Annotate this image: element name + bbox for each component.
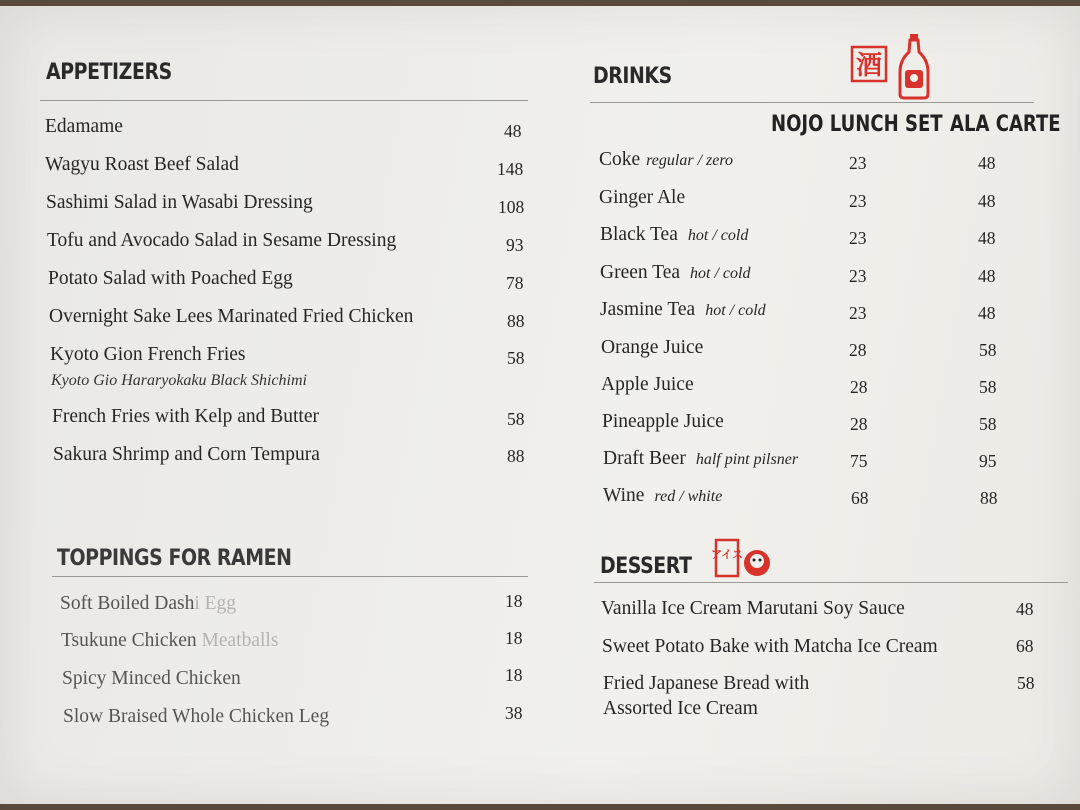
- drinks-divider: [590, 102, 1034, 103]
- appetizer-item-price: 88: [507, 311, 525, 331]
- drink-lunch-price: 75: [850, 451, 868, 471]
- drink-item: Wine red / white: [603, 485, 723, 506]
- appetizer-item-name: Wagyu Roast Beef Salad: [45, 154, 239, 175]
- appetizer-item-name: Tofu and Avocado Salad in Sesame Dressing: [47, 230, 397, 251]
- dessert-item-price: 58: [1017, 673, 1035, 693]
- drink-alacarte-price: 48: [978, 303, 996, 323]
- appetizer-item-price: 58: [507, 348, 525, 368]
- drink-lunch-price: 23: [849, 191, 867, 211]
- drink-alacarte-price: 58: [979, 377, 997, 397]
- drink-item: Black Tea hot / cold: [600, 224, 749, 245]
- dessert-heading: DESSERT: [600, 554, 692, 579]
- appetizer-item-price: 108: [498, 197, 525, 217]
- appetizer-item-name: Kyoto Gion French Fries: [50, 344, 246, 365]
- drink-item: Ginger Ale: [599, 187, 686, 208]
- drink-item: Orange Juice: [601, 337, 704, 358]
- appetizer-item-name: Sashimi Salad in Wasabi Dressing: [46, 192, 313, 213]
- toppings-divider: [52, 576, 528, 577]
- dessert-item-price: 48: [1016, 599, 1034, 619]
- drink-item: Draft Beer half pint pilsner: [603, 448, 799, 469]
- drink-alacarte-price: 48: [978, 153, 996, 173]
- topping-item-name: Soft Boiled Dashi Egg: [60, 593, 237, 614]
- appetizer-item-price: 93: [506, 235, 524, 255]
- menu-card: [0, 6, 1080, 804]
- drink-alacarte-price: 48: [978, 228, 996, 248]
- drink-alacarte-price: 48: [978, 191, 996, 211]
- drink-alacarte-price: 58: [979, 414, 997, 434]
- dessert-item-name: Sweet Potato Bake with Matcha Ice Cream: [602, 636, 938, 657]
- appetizer-item-name: Edamame: [45, 116, 123, 137]
- drink-lunch-price: 23: [849, 228, 867, 248]
- lunch-set-column-header: NOJO LUNCH SET: [771, 112, 943, 137]
- dessert-item-name: Fried Japanese Bread with: [603, 673, 810, 694]
- alacarte-column-header: ALA CARTE: [950, 112, 1061, 137]
- appetizer-item-price: 58: [507, 409, 525, 429]
- ice-stamp-icon: [711, 538, 743, 578]
- topping-item-price: 18: [505, 591, 523, 611]
- dessert-item-price: 68: [1016, 636, 1034, 656]
- drink-lunch-price: 28: [850, 377, 868, 397]
- drink-alacarte-price: 58: [979, 340, 997, 360]
- topping-item-price: 18: [505, 665, 523, 685]
- drink-lunch-price: 23: [849, 303, 867, 323]
- drink-item: Green Tea hot / cold: [600, 262, 751, 283]
- appetizer-item-price: 148: [497, 159, 524, 179]
- appetizers-heading: APPETIZERS: [46, 60, 172, 85]
- svg-text:アイス: アイス: [711, 548, 743, 561]
- appetizer-item-name: Potato Salad with Poached Egg: [48, 268, 293, 289]
- drink-item: Jasmine Tea hot / cold: [600, 299, 766, 320]
- drink-lunch-price: 23: [849, 153, 867, 173]
- appetizer-item-name: Sakura Shrimp and Corn Tempura: [53, 444, 320, 465]
- topping-item-name: Tsukune Chicken Meatballs: [61, 630, 279, 651]
- dessert-item-name-line2: Assorted Ice Cream: [603, 698, 758, 719]
- topping-item-name: Slow Braised Whole Chicken Leg: [63, 706, 330, 727]
- drink-item: Apple Juice: [601, 374, 694, 395]
- topping-item-price: 18: [505, 628, 523, 648]
- sake-stamp-icon: [850, 44, 888, 84]
- sauce-bottle-icon: [898, 32, 930, 100]
- appetizer-item-name: French Fries with Kelp and Butter: [52, 406, 319, 427]
- drink-alacarte-price: 88: [980, 488, 998, 508]
- toppings-heading: TOPPINGS FOR RAMEN: [57, 546, 292, 571]
- appetizer-item-price: 88: [507, 446, 525, 466]
- drink-lunch-price: 28: [850, 414, 868, 434]
- topping-item-name: Spicy Minced Chicken: [62, 668, 241, 689]
- drink-alacarte-price: 48: [978, 266, 996, 286]
- svg-text:酒: 酒: [855, 51, 883, 81]
- drinks-heading: DRINKS: [593, 64, 672, 89]
- drink-lunch-price: 68: [851, 488, 869, 508]
- dessert-item-name: Vanilla Ice Cream Marutani Soy Sauce: [601, 598, 905, 619]
- appetizer-item-note: Kyoto Gio Hararyokaku Black Shichimi: [51, 372, 307, 389]
- drink-lunch-price: 23: [849, 266, 867, 286]
- appetizers-divider: [40, 100, 528, 101]
- daruma-icon: [742, 548, 772, 578]
- appetizer-item-name: Overnight Sake Lees Marinated Fried Chicken: [49, 306, 414, 327]
- topping-item-price: 38: [505, 703, 523, 723]
- drink-alacarte-price: 95: [979, 451, 997, 471]
- drink-item: Pineapple Juice: [602, 411, 724, 432]
- appetizer-item-price: 78: [506, 273, 524, 293]
- drink-lunch-price: 28: [849, 340, 867, 360]
- dessert-divider: [594, 582, 1068, 583]
- drink-item: Coke regular / zero: [599, 149, 733, 170]
- appetizer-item-price: 48: [504, 121, 522, 141]
